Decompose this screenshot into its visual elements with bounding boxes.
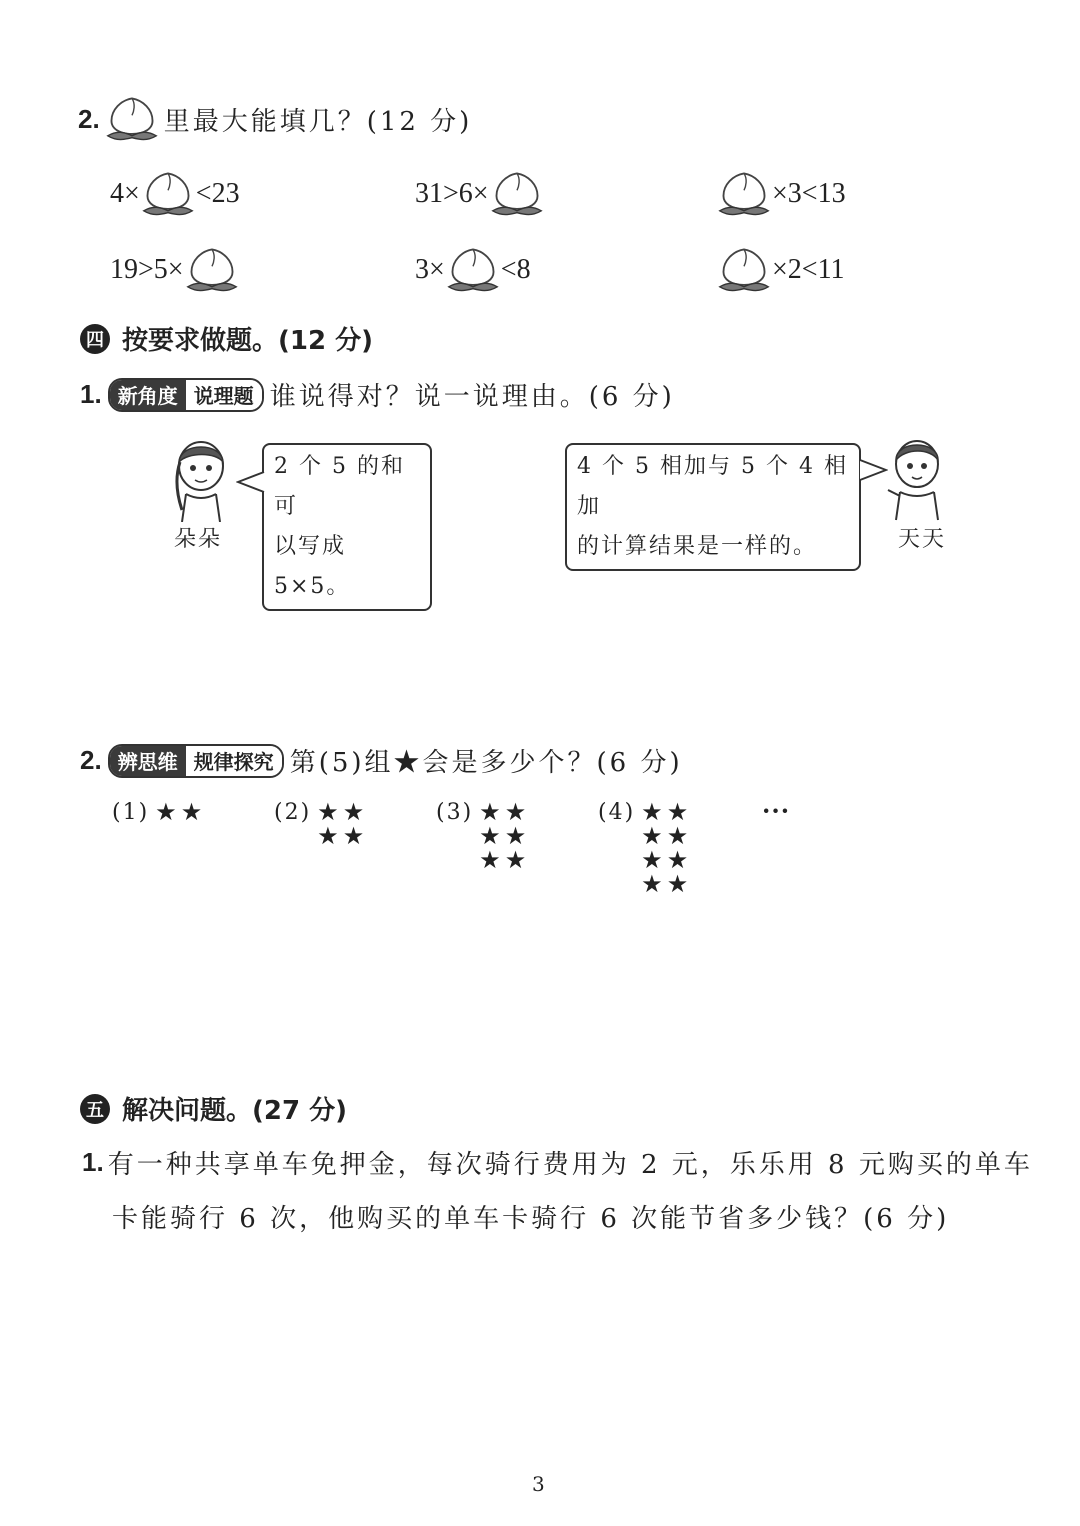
q2-text: 里最大能填几？(12 分) [163,106,473,137]
star-group-2 [274,800,368,848]
left-speech-bubble [262,443,432,611]
star-group-1 [112,800,206,825]
peach-icon[interactable] [489,169,545,219]
expr-2 [415,166,545,222]
expr-6 [716,242,845,298]
s4-q2-header [80,742,683,779]
star-group-3 [436,800,530,872]
s5-q1-number: 1. [82,1147,104,1177]
expr-2-before: 31>6× [415,178,489,209]
peach-icon[interactable] [445,245,501,295]
s4-q2-tag-light: 规律探究 [186,746,282,776]
page-number: 3 [532,1472,545,1496]
s5-q1-line1-text: 有一种共享单车免押金，每次骑行费用为 2 元，乐乐用 8 元购买的单车 [107,1150,1033,1180]
expr-1 [110,166,240,222]
star-row: ★★ [641,846,693,874]
s4-q1-tag-light: 说理题 [186,380,262,410]
expr-5-after: <8 [500,254,531,285]
s5-q1-line2-text: 卡能骑行 6 次，他购买的单车卡骑行 6 次能节省多少钱？(6 分) [112,1204,950,1234]
peach-icon[interactable] [716,245,772,295]
section5-badge: 五 [80,1094,110,1124]
expr-4 [110,242,240,298]
peach-icon[interactable] [184,245,240,295]
star-group-label: (3) [436,800,474,825]
bubble-tail-left [236,470,266,494]
expr-1-before: 4× [110,178,140,209]
star-row: ★★ [479,846,531,874]
section4-title: 按要求做题。(12 分) [122,326,373,356]
s4-q1-tag-dark: 新角度 [110,380,186,410]
star-ellipsis: ··· [762,796,791,825]
expr-6-after: ×2<11 [772,254,845,285]
peach-icon[interactable] [716,169,772,219]
star-row: ★★ [641,870,693,898]
star-group-4 [598,800,692,896]
s4-q2-number: 2. [80,745,102,775]
right-speech-line2: 的计算结果是一样的。 [577,534,818,559]
section5-title: 解决问题。(27 分) [122,1096,347,1126]
peach-icon[interactable] [140,169,196,219]
right-speech-line1: 4 个 5 相加与 5 个 4 相加 [577,454,848,519]
s4-q1-number: 1. [80,379,102,409]
s4-q1-tag [108,378,264,412]
star-row: ★★ [317,798,369,826]
s4-q1-header [80,376,675,413]
peach-icon [104,94,160,144]
star-row: ★★ [317,822,369,850]
expr-3 [716,166,846,222]
girl-illustration [168,432,234,522]
q2-header [78,94,472,144]
girl-name: 朵朵 [174,527,223,552]
star-row: ★★ [479,822,531,850]
star-row: ★★ [479,798,531,826]
right-speech-bubble [565,443,861,571]
star-row: ★★ [641,798,693,826]
left-speech-line1: 2 个 5 的和可 [274,454,405,519]
star-row: ★★ [641,822,693,850]
star-group-label: (1) [112,800,150,825]
s4-q2-tag-dark: 辨思维 [110,746,186,776]
q2-number: 2. [78,103,100,134]
s5-q1-line1 [82,1144,1033,1181]
s4-q1-text: 谁说得对？说一说理由。(6 分) [269,382,675,412]
expr-5-before: 3× [415,254,445,285]
star-group-label: (4) [598,800,636,825]
section4-heading [80,320,373,357]
boy-illustration [884,432,950,522]
expr-1-after: <23 [195,178,240,209]
star-group-label: (2) [274,800,312,825]
boy-name: 天天 [898,527,947,552]
s4-q2-tag [108,744,284,778]
section5-heading [80,1090,347,1127]
expr-4-before: 19>5× [110,254,184,285]
s4-q2-text: 第(5)组★会是多少个？(6 分) [289,748,683,778]
expr-3-after: ×3<13 [772,178,846,209]
expr-5 [415,242,531,298]
left-speech-line2: 以写成 5×5。 [274,534,351,599]
section4-badge: 四 [80,324,110,354]
star-row: ★★ [155,798,207,826]
